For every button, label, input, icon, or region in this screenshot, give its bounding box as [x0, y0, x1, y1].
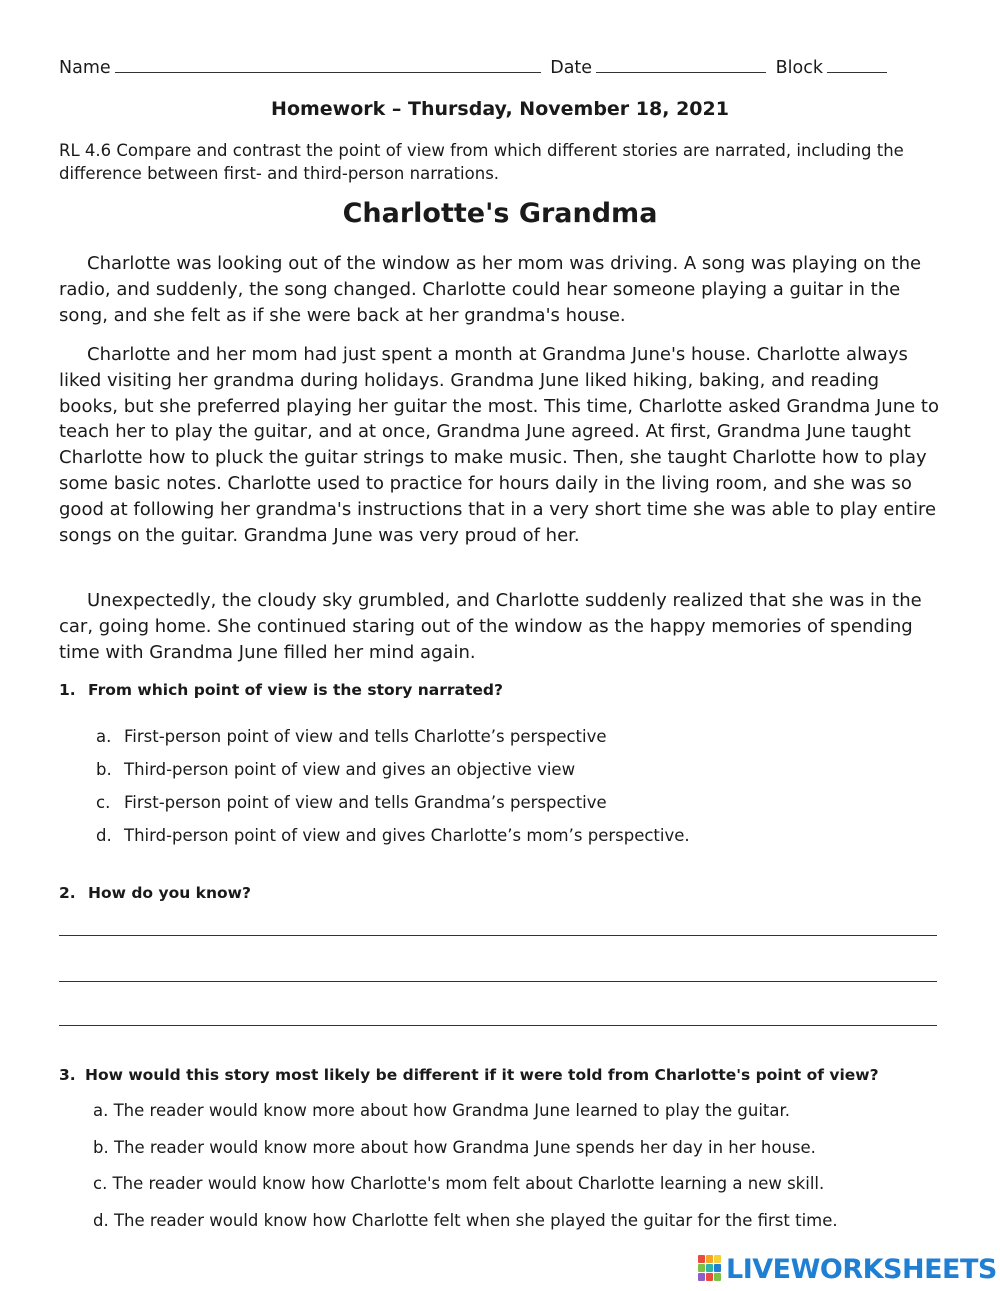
student-info-row: [59, 58, 887, 78]
logo-blocks-icon: [698, 1255, 722, 1283]
answer-option[interactable]: a. The reader would know more about how Grandma June learned to play the guitar.: [93, 1101, 791, 1120]
option-text: Third-person point of view and gives Charlotte’s mom’s perspective.: [124, 826, 690, 845]
option-letter: c.: [96, 793, 111, 812]
question-1: [59, 681, 503, 699]
answer-option[interactable]: b. The reader would know more about how Grandma June spends her day in her house.: [93, 1138, 816, 1157]
answer-option[interactable]: [96, 826, 690, 845]
answer-option[interactable]: [96, 760, 575, 779]
answer-option[interactable]: [96, 793, 607, 812]
option-text: Third-person point of view and gives an objective view: [124, 760, 576, 779]
option-text: First-person point of view and tells Charlotte’s perspective: [124, 727, 607, 746]
question-text: How do you know?: [88, 884, 251, 902]
answer-option[interactable]: [96, 727, 607, 746]
question-text: How would this story most likely be different if it were told from Charlotte's point of view?: [85, 1066, 879, 1084]
answer-option[interactable]: d. The reader would know how Charlotte felt when she played the guitar for the first time.: [93, 1211, 838, 1230]
logo-text: LIVEWORKSHEETS: [726, 1253, 997, 1285]
option-text: First-person point of view and tells Grandma’s perspective: [124, 793, 607, 812]
name-label: Name: [59, 58, 111, 78]
answer-option[interactable]: c. The reader would know how Charlotte's mom felt about Charlotte learning a new skill.: [93, 1174, 825, 1193]
question-3: [59, 1066, 879, 1084]
answer-line[interactable]: [59, 981, 937, 982]
question-number: 3.: [59, 1066, 76, 1084]
option-letter: d.: [96, 826, 112, 845]
answer-line[interactable]: [59, 935, 937, 936]
name-field[interactable]: [115, 58, 541, 73]
question-number: 2.: [59, 884, 76, 902]
block-field[interactable]: [827, 58, 887, 73]
question-number: 1.: [59, 681, 76, 699]
story-paragraph: Unexpectedly, the cloudy sky grumbled, and Charlotte suddenly realized that she was in the car, going home. She continued staring out of the window as the happy memories of spending time with Grandma June filled her mind again.: [59, 590, 922, 663]
date-label: Date: [550, 58, 593, 78]
question-text: From which point of view is the story narrated?: [88, 681, 504, 699]
block-label: Block: [775, 58, 823, 78]
liveworksheets-logo: [698, 1252, 997, 1286]
question-2: [59, 884, 251, 902]
option-letter: b.: [96, 760, 112, 779]
story-paragraph: Charlotte and her mom had just spent a month at Grandma June's house. Charlotte always liked visiting her grandma during holidays. Grandma June liked hiking, baking, and reading books, but she preferred playing her guitar the most. This time, Charlotte asked Grandma June to teach her to play the guitar, and at once, Grandma June agreed. At first, Grandma June taught Charlotte how to pluck the guitar strings to make music. Then, she taught Charlotte how to play some basic notes. Charlotte used to practice for hours daily in the living room, and she was so good at following her grandma's instructions that in a very short time she was able to play entire songs on the guitar. Grandma June was very proud of her.: [59, 344, 939, 546]
standard-text: RL 4.6 Compare and contrast the point of view from which different stories are narrated, including the difference between first- and third-person narrations.: [59, 141, 904, 183]
homework-title: Homework – Thursday, November 18, 2021: [271, 98, 729, 120]
story-paragraph: Charlotte was looking out of the window as her mom was driving. A song was playing on the radio, and suddenly, the song changed. Charlotte could hear someone playing a guitar in the song, and she felt as if she were back at her grandma's house.: [59, 253, 922, 326]
answer-line[interactable]: [59, 1025, 937, 1026]
option-letter: a.: [96, 727, 112, 746]
story-title: Charlotte's Grandma: [342, 198, 658, 229]
date-field[interactable]: [596, 58, 766, 73]
